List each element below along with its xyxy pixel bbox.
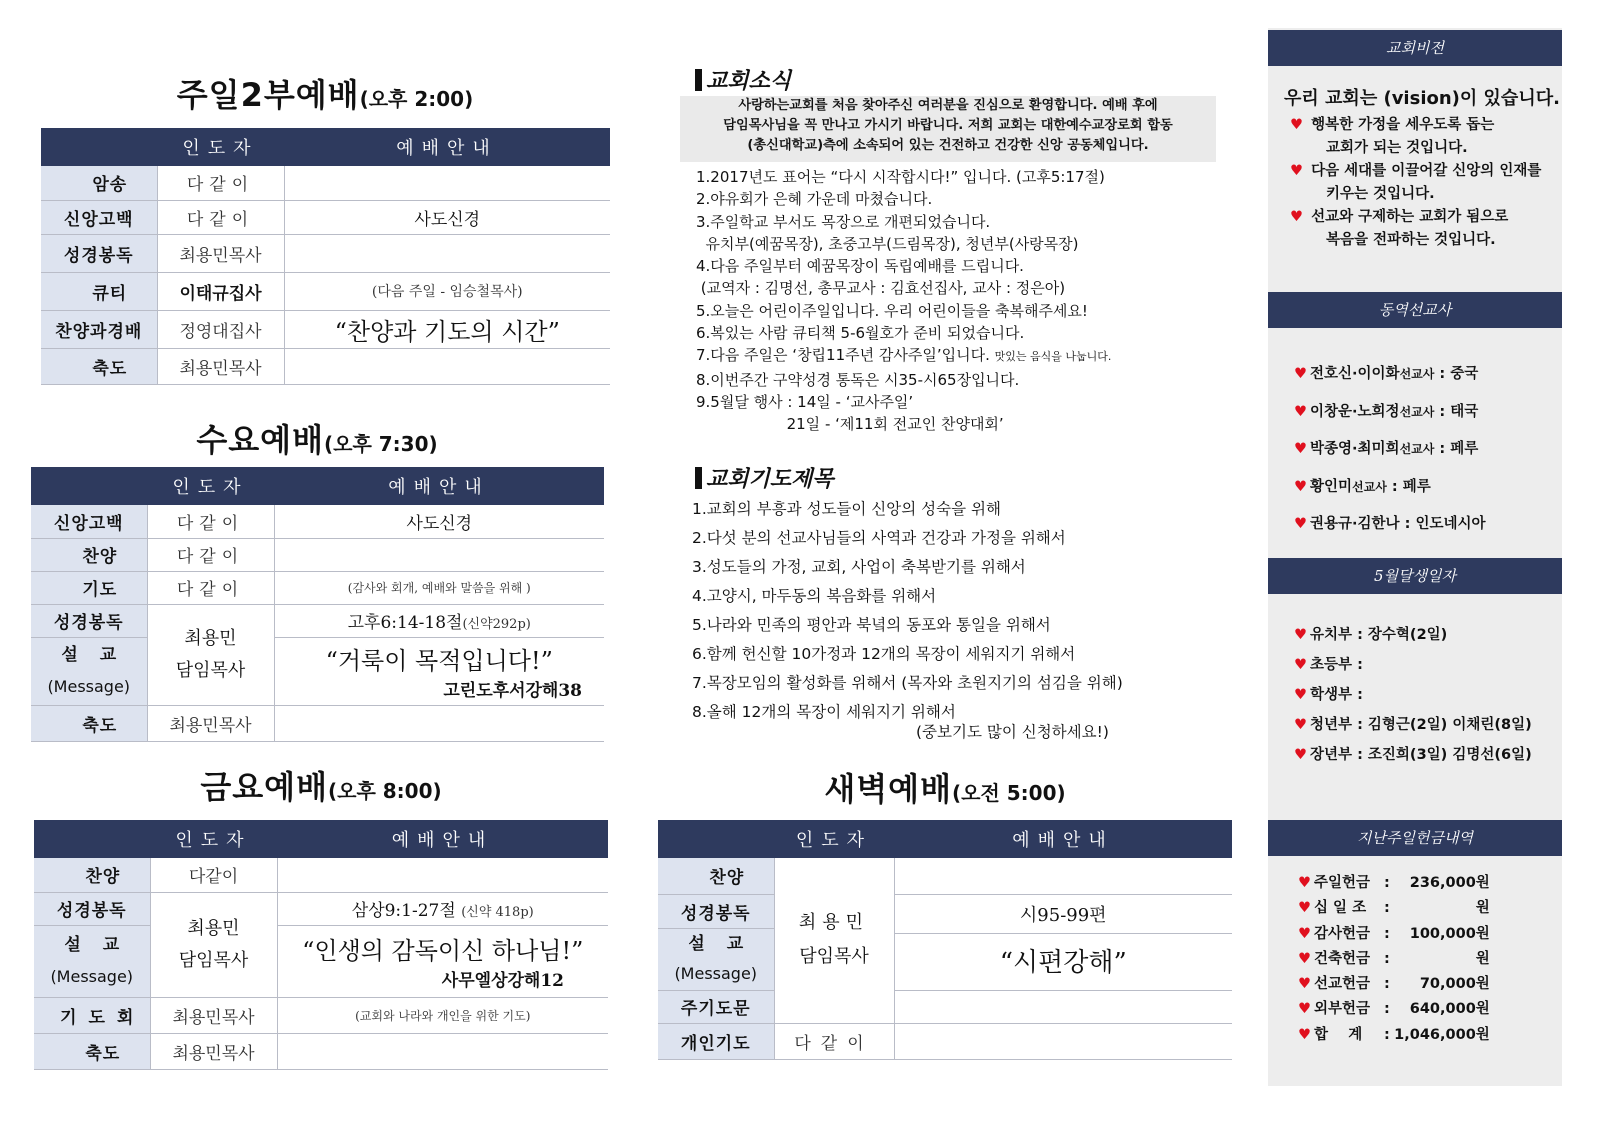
list-item: 2.다섯 분의 선교사님들의 사역과 건강과 가정을 위해서	[692, 529, 1066, 547]
guide-col-header: 예배안내	[894, 820, 1232, 858]
table-row	[34, 997, 608, 1033]
row-leader: 다같이	[150, 858, 277, 892]
heart-icon: ♥	[1294, 627, 1307, 643]
row-label: 축도	[34, 1033, 150, 1069]
sermon-label-en: (Message)	[674, 964, 758, 983]
offering-amount: 70,000원	[1419, 976, 1490, 993]
sermon-series: 고린도후서강해38	[443, 681, 582, 701]
birthday-item: 장년부 : 조진희(3일) 김명선(6일)	[1310, 747, 1532, 763]
scripture: 시95-99편	[895, 901, 1233, 934]
friday-worship-name: 금요예배	[200, 768, 328, 806]
guide-col-header: 예배안내	[277, 820, 608, 858]
heading-bar	[695, 69, 702, 91]
table-row	[31, 705, 604, 741]
scripture-cell	[274, 604, 604, 637]
offering-amount: 원	[1475, 900, 1490, 917]
row-label: 찬양과경배	[41, 310, 157, 348]
row-label: 축도	[31, 705, 147, 741]
list-item	[1294, 650, 1532, 680]
list-item: ♥ 선교헌금 : 70,000원	[1298, 972, 1490, 997]
sermon-cell	[894, 894, 1232, 990]
sermon-label-en: (Message)	[50, 967, 134, 986]
row-info: (다음 주일 - 임승철목사)	[284, 272, 610, 310]
heart-icon: ♥	[1290, 117, 1303, 133]
friday-worship-time: (오후 8:00)	[328, 779, 442, 803]
list-item	[1294, 431, 1486, 469]
preacher-title: 담임목사	[799, 946, 869, 968]
row-info: (교회와 나라와 개인을 위한 기도)	[277, 997, 608, 1033]
birthdays-heading: 5월달생일자	[1268, 558, 1562, 594]
list-item: (교역자 : 김명선, 총무교사 : 김효선집사, 교사 : 정은아)	[696, 279, 1066, 298]
missionary-name: 전호신·이이화	[1310, 366, 1400, 382]
preacher-name: 최용민	[187, 917, 240, 939]
wednesday-worship-time: (오후 7:30)	[324, 432, 438, 456]
vision-item-line: 다음 세대를 이끌어갈 신앙의 인재를	[1311, 163, 1542, 179]
table-row	[658, 990, 1232, 1023]
row-leader: 최용민목사	[147, 705, 274, 741]
list-item: 9.5월달 행사 : 14일 - ‘교사주일’	[696, 392, 914, 411]
list-item: ♥ 감사헌금 : 100,000원	[1298, 922, 1490, 947]
table-header	[41, 128, 610, 166]
table-row	[658, 1023, 1232, 1059]
table-row	[34, 925, 608, 997]
birthday-item: 초등부 :	[1310, 657, 1363, 673]
list-item: ♥ 건축헌금 : 원	[1298, 947, 1490, 972]
offering-amount: 1,046,000원	[1394, 1026, 1490, 1043]
missionary-place: : 페루	[1386, 478, 1431, 495]
table-row	[658, 894, 1232, 928]
row-info	[274, 705, 604, 741]
list-item	[1290, 114, 1541, 137]
row-label: 찬양	[34, 858, 150, 892]
scripture-page: (신약 418p)	[461, 905, 534, 920]
heart-icon: ♥	[1298, 925, 1311, 942]
list-item: ♥ 합 계 : 1,046,000원	[1298, 1023, 1490, 1048]
table-header-empty	[31, 467, 147, 505]
missionary-place: : 중국	[1434, 366, 1479, 382]
prayer-footer: (중보기도 많이 신청하세요!)	[916, 723, 1109, 741]
wednesday-worship-table	[31, 467, 604, 742]
birthdays-list	[1294, 620, 1532, 770]
list-item: 7.목장모임의 활성화를 위해서 (목자와 초원지기의 섬김을 위해)	[692, 674, 1123, 692]
list-item	[1290, 206, 1541, 229]
list-item	[1294, 394, 1486, 432]
table-header	[34, 820, 608, 858]
row-label	[658, 928, 774, 990]
heart-icon: ♥	[1294, 366, 1307, 382]
row-info	[284, 348, 610, 384]
row-info	[277, 858, 608, 892]
list-item-text: 7.다음 주일은 ‘창립11주년 감사주일’입니다.	[696, 346, 990, 365]
list-item	[1294, 356, 1486, 394]
row-info: 사도신경	[274, 505, 604, 538]
list-item: 1.2017년도 표어는 “다시 시작합시다!” 입니다. (고후5:17절)	[696, 168, 1105, 186]
list-item	[1294, 680, 1532, 710]
vision-lead: 우리 교회는 (vision)이 있습니다.	[1284, 88, 1560, 109]
prayer-list	[692, 495, 1123, 727]
row-leader: 이태규집사	[157, 272, 284, 310]
sermon-label: 설교	[64, 935, 142, 955]
table-row	[41, 200, 610, 234]
row-info	[274, 538, 604, 571]
sunday-worship-name: 주일2부예배	[176, 76, 360, 114]
row-info: “찬양과 기도의 시간”	[284, 310, 610, 348]
sunday-worship-title	[40, 70, 610, 116]
table-row	[41, 310, 610, 348]
offering-label: 감사헌금	[1314, 925, 1371, 942]
row-label	[34, 925, 150, 997]
list-item-note: 맛있는 음식을 나눕니다.	[994, 350, 1112, 364]
list-item	[1294, 620, 1532, 650]
list-item: 6.복있는 사람 큐티책 5-6월호가 준비 되었습니다.	[696, 324, 1025, 343]
list-item: ♥ 십 일 조 : 원	[1298, 896, 1490, 921]
table-row	[34, 892, 608, 925]
leader-col-header: 인도자	[150, 820, 277, 858]
table-row	[34, 1033, 608, 1069]
heart-icon: ♥	[1298, 950, 1311, 967]
list-item	[1294, 710, 1532, 740]
church-news-heading-text: 교회소식	[706, 68, 792, 94]
table-row	[41, 234, 610, 272]
welcome-box	[680, 96, 1216, 162]
row-label: 개인기도	[658, 1023, 774, 1059]
table-row	[31, 604, 604, 637]
row-info	[284, 234, 610, 272]
scripture: 삼상9:1-27절	[351, 901, 456, 921]
offering-amount: 640,000원	[1409, 1001, 1490, 1018]
heart-icon: ♥	[1298, 1001, 1311, 1018]
heading-bar	[695, 467, 702, 489]
heart-icon: ♥	[1294, 478, 1307, 495]
table-header-empty	[41, 128, 157, 166]
table-row	[41, 272, 610, 310]
row-info	[894, 858, 1232, 894]
scripture: 고후6:14-18절	[347, 613, 463, 633]
birthday-item: 학생부 :	[1310, 687, 1363, 703]
offerings-list	[1298, 871, 1490, 1048]
preacher-cell	[147, 604, 274, 705]
list-item: 5.오늘은 어린이주일입니다. 우리 어린이들을 축복해주세요!	[696, 301, 1088, 320]
missionary-name: 박종영·최미희	[1310, 441, 1400, 457]
row-label: 큐티	[41, 272, 157, 310]
table-row	[41, 166, 610, 200]
row-label: 암송	[41, 166, 157, 200]
row-label: 찬양	[658, 858, 774, 894]
list-item: 유치부(예꿈목장), 초중고부(드림목장), 청년부(사랑목장)	[696, 234, 1079, 253]
row-leader: 다같이	[774, 1023, 894, 1059]
guide-col-header: 예배안내	[274, 467, 604, 505]
row-label	[31, 637, 147, 705]
scripture-page: (신약292p)	[462, 617, 531, 632]
preacher-cell	[774, 858, 894, 1023]
row-leader: 최용민목사	[150, 1033, 277, 1069]
row-info	[277, 1033, 608, 1069]
row-leader: 다같이	[147, 505, 274, 538]
heart-icon: ♥	[1294, 747, 1307, 763]
offering-amount: 원	[1475, 950, 1490, 967]
table-header	[31, 467, 604, 505]
sermon-title: “시편강해”	[999, 947, 1127, 978]
news-list	[696, 166, 1111, 436]
heart-icon: ♥	[1294, 657, 1307, 673]
list-item: 키우는 것입니다.	[1326, 186, 1435, 202]
table-row	[31, 505, 604, 538]
row-info	[894, 1023, 1232, 1059]
missionary-suffix: 선교사	[1399, 404, 1435, 419]
list-item	[1294, 740, 1532, 770]
missionary-suffix: 선교사	[1399, 367, 1435, 381]
wednesday-worship-title	[30, 415, 604, 461]
row-label: 찬양	[31, 538, 147, 571]
row-leader: 최용민목사	[157, 348, 284, 384]
leader-col-header: 인도자	[774, 820, 894, 858]
welcome-line: (총신대학교)측에 소속되어 있는 건전하고 건강한 신앙 공동체입니다.	[747, 138, 1149, 153]
row-label: 신앙고백	[41, 200, 157, 234]
offering-label: 합 계	[1314, 1026, 1363, 1043]
row-leader: 최용민목사	[157, 234, 284, 272]
row-label: 기도회	[34, 997, 150, 1033]
offering-label: 주일헌금	[1314, 875, 1371, 891]
list-item: 21일 - ‘제11회 전교인 찬양대회’	[696, 415, 1004, 434]
missionary-name: 황인미	[1310, 478, 1353, 495]
guide-col-header: 예배안내	[284, 128, 610, 166]
sermon-label: 설교	[61, 645, 139, 665]
preacher-title: 담임목사	[175, 659, 246, 681]
list-item: 3.주일학교 부서도 목장으로 개편되었습니다.	[696, 212, 991, 231]
sermon-label: 설교	[688, 934, 766, 954]
heart-icon: ♥	[1298, 1026, 1311, 1043]
right-panel	[1268, 28, 1562, 1086]
sermon-cell	[274, 637, 604, 705]
row-label: 성경봉독	[41, 234, 157, 272]
missionary-suffix: 선교사	[1352, 479, 1387, 494]
heart-icon: ♥	[1290, 163, 1303, 179]
church-news-heading	[695, 64, 791, 95]
table-row	[31, 571, 604, 604]
missionary-name: 이창운·노희정	[1310, 403, 1400, 420]
row-info: (감사와 회개, 예배와 말씀을 위해 )	[274, 571, 604, 604]
leader-col-header: 인도자	[157, 128, 284, 166]
row-leader: 다같이	[157, 200, 284, 234]
table-row	[34, 858, 608, 892]
table-header-empty	[658, 820, 774, 858]
list-item: 4.다음 주일부터 예꿈목장이 독립예배를 드립니다.	[696, 257, 1024, 276]
list-item: 2.야유회가 은혜 가운데 마쳤습니다.	[696, 190, 933, 209]
preacher-cell	[150, 892, 277, 997]
welcome-line: 담임목사님을 꼭 만나고 가시기 바랍니다. 저희 교회는 대한예수교장로회 합동	[723, 118, 1173, 133]
offering-amount: 236,000원	[1409, 875, 1490, 891]
missionaries-heading: 동역선교사	[1268, 292, 1562, 328]
list-item	[1294, 506, 1486, 544]
row-label: 축도	[41, 348, 157, 384]
preacher-name: 최용민	[798, 912, 870, 934]
dawn-worship-name: 새벽예배	[824, 770, 952, 808]
row-info	[284, 166, 610, 200]
list-item: 5.나라와 민족의 평안과 북녘의 동포와 통일을 위해서	[692, 616, 1051, 634]
friday-worship-table	[34, 820, 608, 1070]
prayer-heading	[695, 462, 834, 493]
missionary-place: : 인도네시아	[1399, 516, 1486, 532]
friday-worship-title	[34, 762, 608, 808]
vision-item-line: 행복한 가정을 세우도록 돕는	[1311, 117, 1495, 133]
sermon-title: “거룩이 목적입니다!”	[325, 647, 553, 675]
preacher-title: 담임목사	[178, 949, 249, 971]
missionary-place: : 페루	[1434, 441, 1479, 457]
birthday-item: 청년부 : 김형근(2일) 이채린(8일)	[1310, 717, 1532, 733]
list-item: 3.성도들의 가정, 교회, 사업이 축복받기를 위해서	[692, 558, 1026, 576]
list-item	[1290, 160, 1541, 183]
vision-list	[1290, 114, 1541, 252]
row-leader: 다같이	[147, 538, 274, 571]
list-item: 교회가 되는 것입니다.	[1326, 140, 1468, 156]
sermon-title: “인생의 감독이신 하나님!”	[302, 937, 584, 965]
list-item: 복음을 전파하는 것입니다.	[1326, 232, 1496, 248]
row-info: 사도신경	[284, 200, 610, 234]
sunday-worship-table	[41, 128, 610, 385]
sermon-label-en: (Message)	[47, 677, 131, 696]
heart-icon: ♥	[1294, 717, 1307, 733]
table-header-empty	[34, 820, 150, 858]
row-leader: 다같이	[147, 571, 274, 604]
heart-icon: ♥	[1298, 976, 1311, 993]
list-item: 6.함께 헌신할 10가정과 12개의 목장이 세워지기 위해서	[692, 645, 1076, 663]
offerings-heading: 지난주일헌금내역	[1268, 820, 1562, 856]
preacher-name: 최용민	[184, 627, 237, 649]
row-label: 성경봉독	[34, 892, 150, 925]
row-label: 성경봉독	[658, 894, 774, 928]
list-item	[1294, 469, 1486, 507]
heart-icon: ♥	[1298, 900, 1311, 917]
table-row	[41, 348, 610, 384]
list-item: ♥ 주일헌금 : 236,000원	[1298, 871, 1490, 896]
welcome-line: 사랑하는교회를 처음 찾아주신 여러분을 진심으로 환영합니다. 예배 후에	[738, 98, 1158, 113]
sermon-series: 사무엘상강해12	[441, 971, 564, 991]
scripture-cell	[277, 892, 608, 925]
table-row	[31, 538, 604, 571]
offering-label: 선교헌금	[1314, 976, 1371, 993]
heart-icon: ♥	[1294, 687, 1307, 703]
list-item	[696, 344, 1111, 368]
list-item: 8.이번주간 구약성경 통독은 시35-시65장입니다.	[696, 370, 1020, 389]
heart-icon: ♥	[1294, 441, 1307, 457]
row-leader: 정영대집사	[157, 310, 284, 348]
dawn-worship-title	[658, 764, 1232, 810]
offering-amount: 100,000원	[1409, 925, 1490, 942]
vision-heading: 교회비전	[1268, 30, 1562, 66]
table-row	[31, 637, 604, 705]
sermon-cell	[277, 925, 608, 997]
list-item: 8.올해 12개의 목장이 세워지기 위해서	[692, 703, 956, 721]
dawn-worship-time: (오전 5:00)	[952, 781, 1066, 805]
missionary-place: : 태국	[1434, 403, 1479, 420]
list-item: 4.고양시, 마두동의 복음화를 위해서	[692, 587, 937, 605]
row-label: 주기도문	[658, 990, 774, 1023]
heart-icon: ♥	[1290, 209, 1303, 225]
heart-icon: ♥	[1294, 403, 1307, 420]
offering-label: 십 일 조	[1314, 900, 1367, 917]
list-item: 1.교회의 부흥과 성도들이 신앙의 성숙을 위해	[692, 500, 1001, 518]
offering-label: 건축헌금	[1314, 950, 1371, 967]
table-row	[658, 858, 1232, 894]
missionary-name: 권용규·김한나	[1310, 516, 1400, 532]
heart-icon: ♥	[1298, 875, 1311, 891]
birthday-item: 유치부 : 장수혁(2일)	[1310, 627, 1448, 643]
table-header	[658, 820, 1232, 858]
heart-icon: ♥	[1294, 516, 1307, 532]
dawn-worship-table	[658, 820, 1232, 1060]
row-leader: 다같이	[157, 166, 284, 200]
offering-label: 외부헌금	[1314, 1001, 1371, 1018]
missionaries-list	[1294, 356, 1486, 544]
vision-item-line: 선교와 구제하는 교회가 됨으로	[1311, 209, 1509, 225]
missionary-suffix: 선교사	[1399, 442, 1435, 456]
prayer-heading-text: 교회기도제목	[706, 466, 834, 492]
sunday-worship-time: (오후 2:00)	[359, 87, 474, 111]
list-item: ♥ 외부헌금 : 640,000원	[1298, 997, 1490, 1022]
leader-col-header: 인도자	[147, 467, 274, 505]
wednesday-worship-name: 수요예배	[196, 421, 324, 459]
row-label: 기도	[31, 571, 147, 604]
row-label: 성경봉독	[31, 604, 147, 637]
row-info	[894, 990, 1232, 1023]
row-label: 신앙고백	[31, 505, 147, 538]
row-leader: 최용민목사	[150, 997, 277, 1033]
